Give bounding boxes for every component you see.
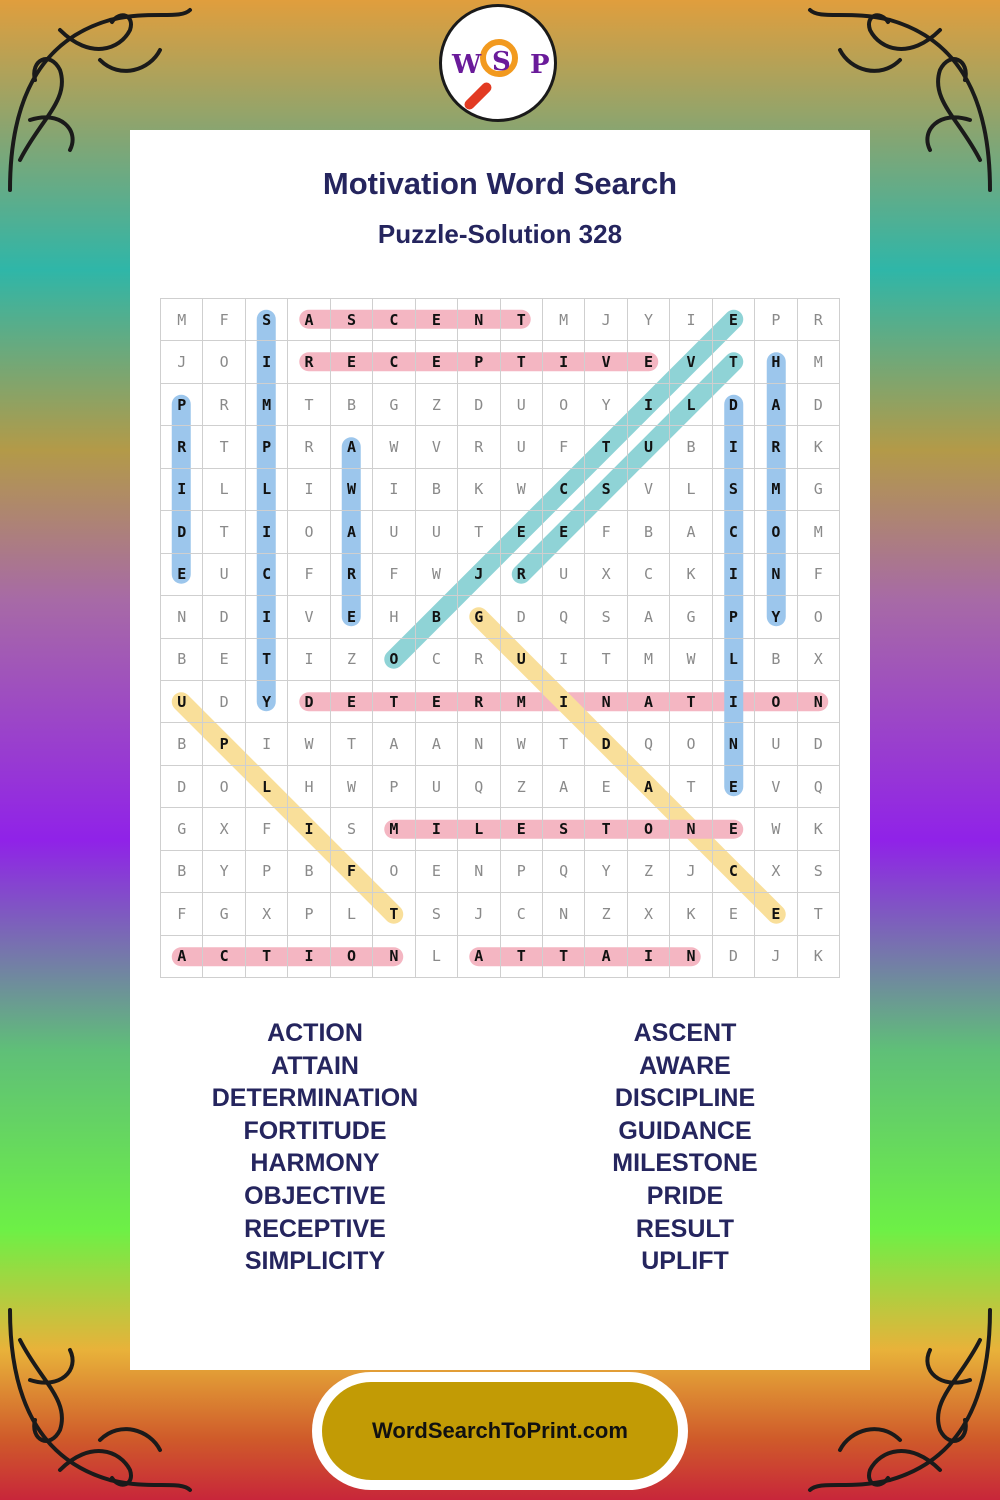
grid-cell: A (628, 596, 670, 638)
grid-cell: E (713, 893, 755, 935)
word-list-item: MILESTONE (612, 1149, 758, 1178)
grid-cell: L (670, 469, 712, 511)
grid-cell: R (501, 554, 543, 596)
grid-cell: A (628, 766, 670, 808)
grid-cell: R (288, 341, 330, 383)
grid-cell: N (458, 851, 500, 893)
grid-cell: T (713, 341, 755, 383)
grid-cell: T (373, 893, 415, 935)
grid-cell: E (416, 681, 458, 723)
grid-cell: I (670, 299, 712, 341)
word-list-left (130, 1017, 500, 1278)
grid-cell: E (585, 766, 627, 808)
grid-cell: N (458, 299, 500, 341)
grid-cell: T (670, 681, 712, 723)
grid-cell: V (755, 766, 797, 808)
grid-cell: M (373, 808, 415, 850)
grid-cell: I (288, 936, 330, 978)
grid-cell: P (458, 341, 500, 383)
grid-cell: K (798, 936, 840, 978)
grid-cell: S (331, 808, 373, 850)
word-list-item: OBJECTIVE (244, 1181, 386, 1210)
grid-cell: E (416, 341, 458, 383)
grid-cell: U (501, 384, 543, 426)
grid-cell: E (501, 808, 543, 850)
grid-cell: D (798, 723, 840, 765)
grid-cell: T (585, 426, 627, 468)
grid-cell: T (203, 511, 245, 553)
grid-cell: I (246, 511, 288, 553)
grid-cell: C (501, 893, 543, 935)
word-list-item: SIMPLICITY (244, 1247, 386, 1276)
grid-cell: I (246, 596, 288, 638)
grid-cell: Q (458, 766, 500, 808)
grid-cell: I (246, 723, 288, 765)
grid-cell: U (501, 426, 543, 468)
grid-cell: I (288, 639, 330, 681)
wsp-logo (439, 4, 557, 122)
grid-cell: T (501, 936, 543, 978)
grid-cell: W (755, 808, 797, 850)
grid-cell: I (416, 808, 458, 850)
grid-cell: D (288, 681, 330, 723)
grid-cell: N (373, 936, 415, 978)
grid-cell: Z (501, 766, 543, 808)
grid-cell: X (203, 808, 245, 850)
grid-cell: E (416, 851, 458, 893)
grid-cell: U (373, 511, 415, 553)
grid-cell: F (203, 299, 245, 341)
grid-cell: U (203, 554, 245, 596)
grid-cell: L (458, 808, 500, 850)
word-list-item: ASCENT (633, 1019, 737, 1047)
grid-cell: T (331, 723, 373, 765)
grid-cell: K (670, 554, 712, 596)
grid-cell: G (458, 596, 500, 638)
grid-cell: T (543, 723, 585, 765)
grid-cell: S (246, 299, 288, 341)
grid-cell: O (203, 341, 245, 383)
grid-cell: K (458, 469, 500, 511)
grid-cell: I (628, 384, 670, 426)
grid-cell: Y (246, 681, 288, 723)
letter-grid (160, 298, 840, 978)
grid-cell: A (585, 936, 627, 978)
site-banner[interactable] (312, 1372, 688, 1490)
grid-cell: H (373, 596, 415, 638)
grid-cell: L (416, 936, 458, 978)
grid-cell: I (288, 469, 330, 511)
grid-cell: I (713, 426, 755, 468)
grid-cell: D (458, 384, 500, 426)
grid-cell: E (331, 596, 373, 638)
grid-cell: M (501, 681, 543, 723)
grid-cell: T (585, 808, 627, 850)
grid-cell: O (203, 766, 245, 808)
grid-cell: T (246, 936, 288, 978)
grid-cell: E (416, 299, 458, 341)
grid-cell: O (373, 851, 415, 893)
grid-cell: W (501, 723, 543, 765)
grid-cell: J (458, 893, 500, 935)
grid-cell: O (331, 936, 373, 978)
grid-cell: E (713, 766, 755, 808)
grid-cell: Z (331, 639, 373, 681)
grid-cell: W (331, 766, 373, 808)
grid-cell: I (713, 681, 755, 723)
grid-cell: N (670, 808, 712, 850)
grid-cell: Q (798, 766, 840, 808)
grid-cell: T (203, 426, 245, 468)
grid-cell: C (713, 851, 755, 893)
grid-cell: B (161, 851, 203, 893)
grid-cell: P (501, 851, 543, 893)
word-list-item: GUIDANCE (618, 1116, 752, 1145)
word-list-item: UPLIFT (641, 1247, 729, 1276)
grid-cell: P (246, 426, 288, 468)
grid-cell: I (543, 341, 585, 383)
grid-cell: G (798, 469, 840, 511)
grid-cell: D (713, 936, 755, 978)
page-subtitle: Puzzle-Solution 328 (377, 219, 623, 249)
grid-cell: E (713, 299, 755, 341)
grid-cell: Y (203, 851, 245, 893)
grid-cell: O (628, 808, 670, 850)
grid-cell: A (373, 723, 415, 765)
grid-cell: Y (755, 596, 797, 638)
grid-cell: V (288, 596, 330, 638)
grid-cell: I (161, 469, 203, 511)
grid-cell: S (331, 299, 373, 341)
grid-cell: U (416, 766, 458, 808)
grid-cell: G (161, 808, 203, 850)
grid-cell: P (288, 893, 330, 935)
grid-cell: N (458, 723, 500, 765)
grid-cell: C (628, 554, 670, 596)
grid-cell: N (713, 723, 755, 765)
grid-cell: M (628, 639, 670, 681)
grid-cell: W (288, 723, 330, 765)
word-list-item: PRIDE (646, 1181, 724, 1210)
grid-cell: I (543, 681, 585, 723)
grid-cell: N (161, 596, 203, 638)
grid-cell: B (628, 511, 670, 553)
grid-cell: L (246, 469, 288, 511)
grid-cell: J (161, 341, 203, 383)
grid-cell: E (331, 341, 373, 383)
site-link[interactable]: WordSearchToPrint.com (322, 1382, 678, 1480)
grid-cell: D (585, 723, 627, 765)
grid-cell: F (543, 426, 585, 468)
grid-cell: A (670, 511, 712, 553)
grid-cell: B (416, 596, 458, 638)
grid-cell: Z (585, 893, 627, 935)
grid-cell: W (331, 469, 373, 511)
grid-cell: W (416, 554, 458, 596)
grid-cell: D (798, 384, 840, 426)
grid-cell: F (246, 808, 288, 850)
grid-cell: L (246, 766, 288, 808)
grid-cell: O (373, 639, 415, 681)
grid-cell: N (670, 936, 712, 978)
grid-cell: K (798, 808, 840, 850)
grid-cell: O (798, 596, 840, 638)
grid-cell: D (713, 384, 755, 426)
grid-cell: B (161, 723, 203, 765)
word-list-item: RESULT (635, 1214, 735, 1243)
grid-cell: V (585, 341, 627, 383)
grid-cell: M (798, 341, 840, 383)
grid-cell: S (713, 469, 755, 511)
grid-cell: A (288, 299, 330, 341)
grid-cell: V (628, 469, 670, 511)
grid-cell: C (246, 554, 288, 596)
grid-cell: I (543, 639, 585, 681)
grid-cell: S (416, 893, 458, 935)
grid-cell: T (670, 766, 712, 808)
grid-cell: D (203, 681, 245, 723)
grid-cell: T (585, 639, 627, 681)
grid-cell: F (331, 851, 373, 893)
grid-cell: A (416, 723, 458, 765)
grid-cell: Y (628, 299, 670, 341)
grid-cell: P (713, 596, 755, 638)
grid-cell: U (628, 426, 670, 468)
grid-cell: Q (628, 723, 670, 765)
grid-cell: U (161, 681, 203, 723)
magnifier-handle (462, 80, 493, 111)
grid-cell: R (458, 681, 500, 723)
grid-cell: S (585, 596, 627, 638)
grid-cell: L (203, 469, 245, 511)
grid-cell: M (755, 469, 797, 511)
grid-cell: P (246, 851, 288, 893)
grid-cell: P (161, 384, 203, 426)
grid-cell: Y (585, 851, 627, 893)
grid-cell: A (161, 936, 203, 978)
grid-cell: O (670, 723, 712, 765)
grid-cell: G (203, 893, 245, 935)
grid-cell: T (543, 936, 585, 978)
grid-cell: E (713, 808, 755, 850)
grid-cell: R (755, 426, 797, 468)
word-list-right (500, 1017, 870, 1278)
grid-cell: I (713, 554, 755, 596)
grid-cell: W (373, 426, 415, 468)
grid-cell: C (373, 299, 415, 341)
grid-cell: E (203, 639, 245, 681)
grid-cell: U (755, 723, 797, 765)
grid-cell: A (543, 766, 585, 808)
grid-cell: J (755, 936, 797, 978)
grid-cell: R (798, 299, 840, 341)
grid-cell: R (331, 554, 373, 596)
grid-cell: O (543, 384, 585, 426)
grid-cell: O (755, 511, 797, 553)
grid-cell: K (670, 893, 712, 935)
grid-cell: P (755, 299, 797, 341)
grid-cell: I (373, 469, 415, 511)
grid-cell: U (501, 639, 543, 681)
grid-cell: B (755, 639, 797, 681)
grid-cell: W (501, 469, 543, 511)
grid-cell: S (585, 469, 627, 511)
grid-cell: L (670, 384, 712, 426)
grid-cell: Y (585, 384, 627, 426)
grid-cell: F (288, 554, 330, 596)
grid-cell: N (543, 893, 585, 935)
grid-cell: R (203, 384, 245, 426)
grid-cell: B (161, 639, 203, 681)
grid-cell: T (246, 639, 288, 681)
grid-cell: L (331, 893, 373, 935)
grid-cell: E (501, 511, 543, 553)
grid-cell: R (161, 426, 203, 468)
word-list-item: HARMONY (250, 1149, 380, 1178)
grid-cell: D (501, 596, 543, 638)
page-title: Motivation Word Search (322, 166, 678, 201)
grid-cell: B (670, 426, 712, 468)
grid-cell: B (416, 469, 458, 511)
grid-cell: X (798, 639, 840, 681)
grid-cell: Z (628, 851, 670, 893)
grid-cell: T (288, 384, 330, 426)
grid-cell: O (288, 511, 330, 553)
grid-cell: E (161, 554, 203, 596)
grid-cell: Q (543, 851, 585, 893)
grid-cell: E (755, 893, 797, 935)
grid-cell: S (543, 808, 585, 850)
grid-cell: C (543, 469, 585, 511)
grid-cell: V (670, 341, 712, 383)
grid-cell: F (373, 554, 415, 596)
grid-cell: J (585, 299, 627, 341)
grid-cell: C (373, 341, 415, 383)
word-list-item: AWARE (639, 1051, 731, 1080)
grid-cell: F (585, 511, 627, 553)
grid-cell: J (670, 851, 712, 893)
grid-cell: H (288, 766, 330, 808)
grid-cell: D (161, 766, 203, 808)
grid-cell: M (161, 299, 203, 341)
grid-cell: U (543, 554, 585, 596)
grid-cell: A (628, 681, 670, 723)
grid-cell: S (798, 851, 840, 893)
grid-cell: T (458, 511, 500, 553)
grid-cell: L (713, 639, 755, 681)
grid-cell: E (543, 511, 585, 553)
grid-cell: R (458, 426, 500, 468)
grid-cell: X (755, 851, 797, 893)
word-list-item: ATTAIN (271, 1051, 359, 1080)
grid-cell: O (755, 681, 797, 723)
grid-cell: C (203, 936, 245, 978)
grid-cell: I (246, 341, 288, 383)
grid-cell: T (798, 893, 840, 935)
word-search-grid-area (160, 298, 840, 978)
word-list-item: DETERMINATION (211, 1084, 419, 1113)
logo-letter-s: S (492, 47, 511, 77)
grid-cell: D (203, 596, 245, 638)
grid-cell: X (246, 893, 288, 935)
grid-cell: X (585, 554, 627, 596)
grid-cell: I (288, 808, 330, 850)
grid-cell: G (373, 384, 415, 426)
grid-cell: M (798, 511, 840, 553)
grid-cell: A (331, 511, 373, 553)
grid-cell: P (203, 723, 245, 765)
grid-cell: N (755, 554, 797, 596)
grid-cell: N (798, 681, 840, 723)
grid-cell: H (755, 341, 797, 383)
grid-cell: Q (543, 596, 585, 638)
grid-cell: J (458, 554, 500, 596)
grid-cell: C (713, 511, 755, 553)
grid-cell: W (670, 639, 712, 681)
puzzle-card (130, 130, 870, 1370)
grid-cell: T (373, 681, 415, 723)
grid-cell: X (628, 893, 670, 935)
grid-cell: F (161, 893, 203, 935)
grid-cell: R (288, 426, 330, 468)
grid-cell: K (798, 426, 840, 468)
word-list-item: RECEPTIVE (244, 1214, 386, 1243)
grid-cell: E (331, 681, 373, 723)
grid-cell: M (543, 299, 585, 341)
logo-letter-p: P (530, 50, 550, 80)
grid-cell: R (458, 639, 500, 681)
grid-cell: A (331, 426, 373, 468)
grid-cell: T (501, 299, 543, 341)
word-list-item: DISCIPLINE (614, 1084, 756, 1113)
grid-cell: C (416, 639, 458, 681)
grid-cell: G (670, 596, 712, 638)
grid-cell: A (755, 384, 797, 426)
grid-cell: E (628, 341, 670, 383)
grid-cell: N (585, 681, 627, 723)
grid-cell: Z (416, 384, 458, 426)
logo-letter-w: W (452, 50, 482, 80)
grid-cell: B (288, 851, 330, 893)
grid-cell: I (628, 936, 670, 978)
grid-cell: V (416, 426, 458, 468)
word-list-item: ACTION (267, 1019, 363, 1047)
grid-cell: A (458, 936, 500, 978)
grid-cell: U (416, 511, 458, 553)
grid-cell: F (798, 554, 840, 596)
word-list-item: FORTITUDE (243, 1116, 387, 1145)
grid-cell: M (246, 384, 288, 426)
grid-cell: B (331, 384, 373, 426)
grid-cell: T (501, 341, 543, 383)
grid-cell: P (373, 766, 415, 808)
grid-cell: D (161, 511, 203, 553)
